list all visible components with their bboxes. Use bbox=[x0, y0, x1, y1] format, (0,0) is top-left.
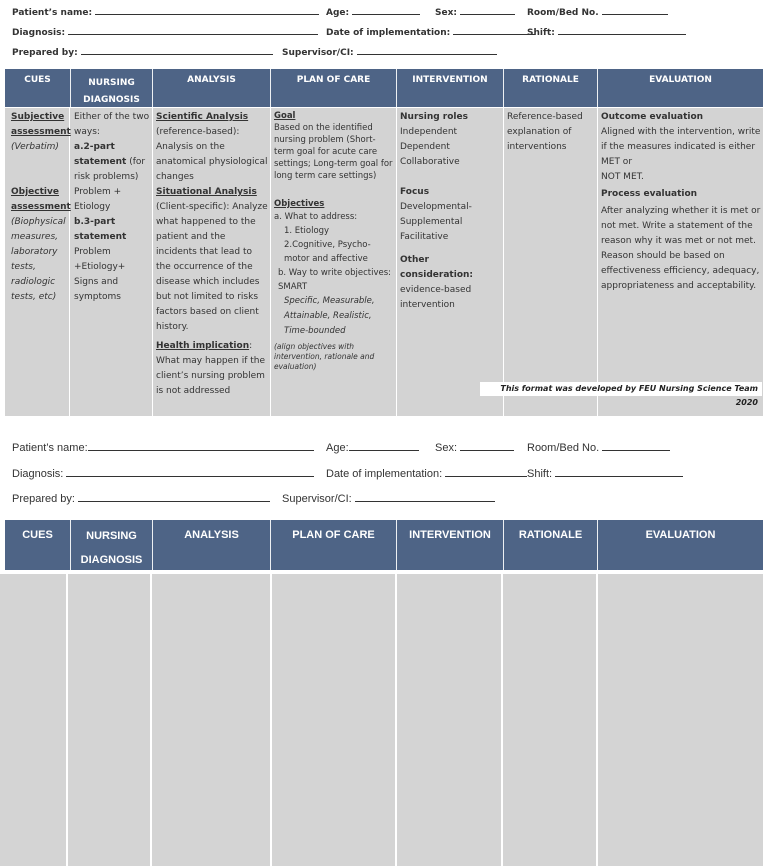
col-nursing-diagnosis-2: NURSING DIAGNOSIS bbox=[80, 530, 143, 566]
goal-text: Based on the identified nursing problem (Short-term goal for acute care settings; Long-term goal for long term care settings) bbox=[274, 123, 393, 181]
health-text: What may happen if the client’s nursing problem is not addressed bbox=[156, 356, 266, 396]
age-label: Age: bbox=[326, 8, 350, 18]
col-evaluation: EVALUATION bbox=[649, 75, 712, 85]
table2-header bbox=[5, 520, 763, 570]
patient-name-field-2[interactable] bbox=[12, 442, 314, 454]
objective-heading: Objective assessment bbox=[11, 187, 71, 212]
verbatim-note: (Verbatim) bbox=[11, 142, 59, 152]
intervention-cell bbox=[397, 110, 503, 313]
col-cues-2: CUES bbox=[22, 529, 53, 541]
scientific-text: (reference-based): Analysis on the anatomical physiological changes bbox=[156, 127, 268, 182]
goal-heading: Goal bbox=[274, 111, 296, 121]
patient-name-label: Patient’s name: bbox=[12, 8, 93, 18]
date-field[interactable] bbox=[326, 28, 535, 38]
patient-name-field[interactable] bbox=[12, 8, 319, 18]
rationale-cell bbox=[504, 110, 597, 155]
role-collaborative: Collaborative bbox=[400, 157, 460, 167]
cues-cell bbox=[8, 110, 70, 305]
sex-label-2: Sex: bbox=[435, 442, 458, 454]
col-nursing-diagnosis: NURSING DIAGNOSIS bbox=[83, 78, 140, 105]
focus-heading: Focus bbox=[400, 187, 430, 197]
role-dependent: Dependent bbox=[400, 142, 450, 152]
supervisor-field[interactable] bbox=[282, 48, 497, 58]
col-intervention: INTERVENTION bbox=[412, 75, 488, 85]
col-intervention-2: INTERVENTION bbox=[409, 529, 491, 541]
col-evaluation-2: EVALUATION bbox=[645, 529, 716, 541]
shift-label: Shift: bbox=[527, 28, 555, 38]
two-part-heading: a.2-part statement bbox=[74, 142, 127, 167]
shift-label-2: Shift: bbox=[527, 468, 553, 480]
etiology-text: 1. Etiology bbox=[284, 226, 330, 236]
process-heading: Process evaluation bbox=[601, 189, 698, 199]
supervisor-field-2[interactable] bbox=[282, 493, 495, 505]
process-text: After analyzing whether it is met or not met. Write a statement of the reason why it was met or not met. Reason should be based on effectiveness efficiency, adequacy, appropriateness and acceptability. bbox=[601, 206, 761, 291]
plan-cell bbox=[271, 110, 396, 372]
table2-body[interactable] bbox=[0, 574, 763, 866]
col-plan-of-care: PLAN OF CARE bbox=[296, 75, 371, 85]
focus-facilitative: Facilitative bbox=[400, 232, 449, 242]
shift-field-2[interactable] bbox=[527, 468, 683, 480]
three-part-formula: Problem +Etiology+ Signs and symptoms bbox=[74, 247, 126, 302]
focus-developmental: Developmental- bbox=[400, 202, 472, 212]
diagnosis-cell bbox=[71, 110, 152, 305]
roles-heading: Nursing roles bbox=[400, 112, 468, 122]
col-analysis: ANALYSIS bbox=[187, 75, 236, 85]
objective-note: (Biophysical measures, laboratory tests, radiologic tests, etc) bbox=[11, 217, 66, 302]
col-plan-of-care-2: PLAN OF CARE bbox=[292, 529, 375, 541]
sex-field-2[interactable] bbox=[435, 442, 514, 454]
plan-note: (align objectives with intervention, rationale and evaluation) bbox=[274, 342, 375, 371]
col-analysis-2: ANALYSIS bbox=[184, 529, 239, 541]
table1-body bbox=[5, 108, 763, 416]
other-text: evidence-based intervention bbox=[400, 285, 472, 310]
write-text: b. Way to write objectives: SMART bbox=[278, 268, 392, 292]
room-label: Room/Bed No. bbox=[527, 8, 599, 18]
patient-name-label-2: Patient’s name: bbox=[12, 442, 88, 454]
col-cues: CUES bbox=[24, 75, 51, 85]
smart-text: Specific, Measurable, Attainable, Realistic, Time-bounded bbox=[284, 296, 375, 336]
supervisor-label-2: Supervisor/CI: bbox=[282, 493, 352, 505]
age-field-2[interactable] bbox=[326, 442, 419, 454]
domains-text: 2.Cognitive, Psycho-motor and affective bbox=[284, 240, 371, 264]
objectives-heading: Objectives bbox=[274, 199, 325, 209]
date-label: Date of implementation: bbox=[326, 28, 451, 38]
scientific-heading: Scientific Analysis bbox=[156, 112, 249, 122]
address-text: a. What to address: bbox=[274, 212, 358, 222]
room-field[interactable] bbox=[527, 8, 668, 18]
diagnosis-field-2[interactable] bbox=[12, 468, 314, 480]
subjective-heading: Subjective assessment bbox=[11, 112, 71, 137]
prepared-label: Prepared by: bbox=[12, 48, 78, 58]
health-heading: Health implication bbox=[156, 341, 250, 351]
sex-label: Sex: bbox=[435, 8, 457, 18]
col-rationale: RATIONALE bbox=[522, 75, 579, 85]
not-met-text: NOT MET. bbox=[601, 172, 644, 182]
date-label-2: Date of implementation: bbox=[326, 468, 443, 480]
supervisor-label: Supervisor/CI: bbox=[282, 48, 354, 58]
room-label-2: Room/Bed No. bbox=[527, 442, 600, 454]
shift-field[interactable] bbox=[527, 28, 686, 38]
analysis-cell: Scientific Analysis (reference-based): Analysis on the anatomical physiological changes Situational Analysis (Client-specific): Analyze what happened to the patient and the incidents that lead to the occurrence of the disease which includes but not limited to risks factors based on client history. Health implication: What may happen if the client’s nursing problem is not addressed bbox=[153, 110, 270, 399]
diagnosis-label: Diagnosis: bbox=[12, 28, 66, 38]
two-part-note: (for risk problems) bbox=[74, 157, 146, 182]
date-field-2[interactable] bbox=[326, 468, 527, 480]
prepared-field[interactable] bbox=[12, 48, 273, 58]
focus-supplemental: Supplemental bbox=[400, 217, 463, 227]
room-field-2[interactable] bbox=[527, 442, 670, 454]
sex-field[interactable] bbox=[435, 8, 515, 18]
role-independent: Independent bbox=[400, 127, 458, 137]
situational-heading: Situational Analysis bbox=[156, 187, 257, 197]
prepared-label-2: Prepared by: bbox=[12, 493, 75, 505]
two-part-formula: Problem + Etiology bbox=[74, 187, 122, 212]
diagnosis-label-2: Diagnosis: bbox=[12, 468, 64, 480]
credit-note: This format was developed by FEU Nursing Science Team 2020 bbox=[480, 382, 762, 396]
diagnosis-intro: Either of the two ways: bbox=[74, 112, 150, 137]
rationale-text: Reference-based explanation of interventions bbox=[507, 112, 583, 152]
evaluation-cell bbox=[598, 110, 763, 294]
age-field[interactable] bbox=[326, 8, 420, 18]
outcome-heading: Outcome evaluation bbox=[601, 112, 704, 122]
three-part-heading: b.3-part statement bbox=[74, 217, 127, 242]
prepared-field-2[interactable] bbox=[12, 493, 270, 505]
age-label-2: Age: bbox=[326, 442, 349, 454]
other-heading: Other consideration: bbox=[400, 255, 474, 280]
outcome-text: Aligned with the intervention, write if the measures indicated is either MET or bbox=[601, 127, 761, 167]
table1-header bbox=[5, 69, 763, 107]
situational-text: (Client-specific): Analyze what happened to the patient and the incidents that lead to the occurrence of the disease which includes but not limited to risks factors based on client history. bbox=[156, 202, 268, 332]
diagnosis-field[interactable] bbox=[12, 28, 318, 38]
col-rationale-2: RATIONALE bbox=[518, 529, 583, 541]
